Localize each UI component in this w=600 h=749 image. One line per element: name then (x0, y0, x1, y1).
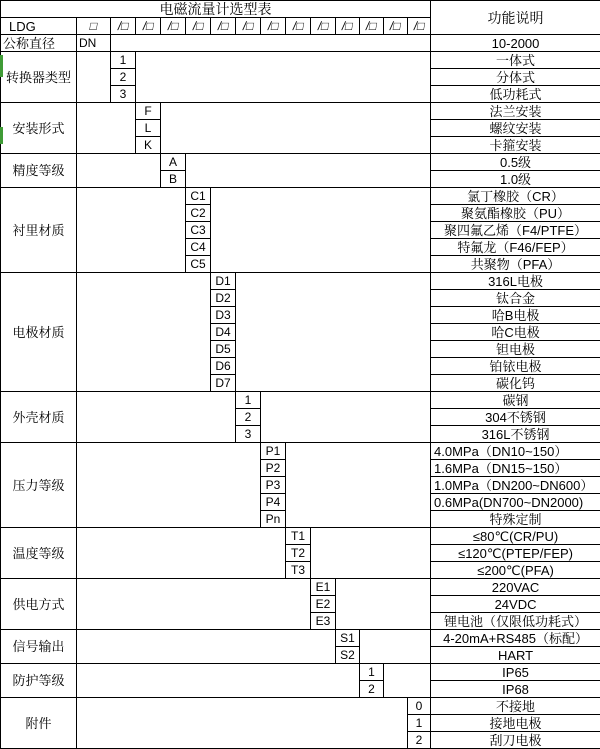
option-desc-cell: 304不锈钢 (431, 409, 600, 426)
group-label: 压力等级 (1, 443, 77, 528)
option-code-cell: 2 (408, 732, 431, 749)
group-label: 温度等级 (1, 528, 77, 579)
option-row (1, 698, 600, 715)
option-row (1, 103, 600, 120)
group-label: 安装形式 (1, 103, 77, 154)
option-desc-cell: 不接地 (431, 698, 600, 715)
model-option-box: /□ (261, 18, 286, 35)
option-desc-cell: 4.0MPa（DN10~150） (431, 443, 600, 460)
group-label: 附件 (1, 698, 77, 749)
option-code-cell: 3 (111, 86, 136, 103)
spacer-cell (77, 103, 136, 154)
model-option-box: /□ (286, 18, 311, 35)
model-option-box: /□ (336, 18, 360, 35)
option-desc-cell: IP68 (431, 681, 600, 698)
group-label: 供电方式 (1, 579, 77, 630)
spacer-cell (77, 392, 236, 443)
group-label: 精度等级 (1, 154, 77, 188)
option-desc-cell: 特殊定制 (431, 511, 600, 528)
option-desc-cell: 4-20mA+RS485（标配） (431, 630, 600, 647)
option-code-cell: P2 (261, 460, 286, 477)
option-code-cell: D7 (211, 375, 236, 392)
scan-artifact (0, 55, 3, 77)
group-label: 电极材质 (1, 273, 77, 392)
spacer-cell (286, 443, 431, 528)
option-row (1, 154, 600, 171)
option-desc-cell: 分体式 (431, 69, 600, 86)
model-option-box: /□ (211, 18, 236, 35)
model-option-box: /□ (408, 18, 431, 35)
option-desc-cell: 聚四氟乙烯（F4/PTFE） (431, 222, 600, 239)
model-option-box: /□ (384, 18, 408, 35)
spacer-cell (360, 630, 431, 664)
option-code-cell: 1 (111, 52, 136, 69)
group-label: 公称直径 (1, 35, 77, 52)
option-code-cell: L (136, 120, 161, 137)
option-desc-cell: 316L电极 (431, 273, 600, 290)
option-code-cell: D5 (211, 341, 236, 358)
model-option-box: /□ (186, 18, 211, 35)
option-code-cell: B (161, 171, 186, 188)
spacer-cell (77, 528, 286, 579)
option-code-cell: 1 (236, 392, 261, 409)
option-desc-cell: 钛合金 (431, 290, 600, 307)
group-label: 衬里材质 (1, 188, 77, 273)
option-code-cell: E1 (311, 579, 336, 596)
option-desc-cell: 10-2000 (431, 35, 600, 52)
model-prefix: LDG (1, 18, 77, 35)
spacer-cell (384, 664, 431, 698)
option-desc-cell: 1.0MPa（DN200~DN600） (431, 477, 600, 494)
spacer-cell (336, 579, 431, 630)
model-option-box: /□ (161, 18, 186, 35)
group-label: 信号输出 (1, 630, 77, 664)
option-code-cell: 2 (236, 409, 261, 426)
option-row (1, 188, 600, 205)
option-desc-cell: 316L不锈钢 (431, 426, 600, 443)
spacer-cell (236, 273, 431, 392)
option-desc-cell: 一体式 (431, 52, 600, 69)
scan-artifact (0, 127, 3, 144)
option-code-cell: D6 (211, 358, 236, 375)
option-desc-cell: 螺纹安装 (431, 120, 600, 137)
table-title: 电磁流量计选型表 (1, 1, 431, 18)
function-column-header: 功能说明 (431, 1, 600, 35)
option-desc-cell: 1.6MPa（DN15~150） (431, 460, 600, 477)
option-desc-cell: 1.0级 (431, 171, 600, 188)
option-code-cell: T1 (286, 528, 311, 545)
option-desc-cell: IP65 (431, 664, 600, 681)
option-code-cell: D1 (211, 273, 236, 290)
option-desc-cell: 接地电极 (431, 715, 600, 732)
header-row (1, 1, 600, 18)
option-code-cell: C3 (186, 222, 211, 239)
option-code-cell: 2 (360, 681, 384, 698)
option-code-cell: 1 (408, 715, 431, 732)
spacer-cell (186, 154, 431, 188)
option-row (1, 630, 600, 647)
spacer-cell (261, 392, 431, 443)
option-desc-cell: 哈B电极 (431, 307, 600, 324)
option-desc-cell: 0.5级 (431, 154, 600, 171)
option-code-cell: 3 (236, 426, 261, 443)
spacer-cell (77, 579, 311, 630)
option-code-cell: C5 (186, 256, 211, 273)
option-row (1, 528, 600, 545)
option-code-cell: T2 (286, 545, 311, 562)
option-desc-cell: HART (431, 647, 600, 664)
spacer-cell (211, 188, 431, 273)
spacer-cell (77, 188, 186, 273)
option-code-cell: S1 (336, 630, 360, 647)
option-code-cell: A (161, 154, 186, 171)
model-option-box: /□ (111, 18, 136, 35)
option-code-cell: S2 (336, 647, 360, 664)
spacer-cell (311, 528, 431, 579)
option-desc-cell: 220VAC (431, 579, 600, 596)
option-code-cell: D2 (211, 290, 236, 307)
model-base-box: □ (77, 18, 111, 35)
option-code-cell: P4 (261, 494, 286, 511)
model-option-box: /□ (136, 18, 161, 35)
option-code-cell: P3 (261, 477, 286, 494)
option-desc-cell: ≤80℃(CR/PU) (431, 528, 600, 545)
option-code-cell: C1 (186, 188, 211, 205)
option-code-cell: C4 (186, 239, 211, 256)
option-code-cell: Pn (261, 511, 286, 528)
option-code-cell: D3 (211, 307, 236, 324)
option-code-cell: P1 (261, 443, 286, 460)
option-desc-cell: 铂铱电极 (431, 358, 600, 375)
spacer-cell (77, 630, 336, 664)
spacer-cell (77, 443, 261, 528)
spacer-cell (77, 698, 408, 749)
option-code-cell: T3 (286, 562, 311, 579)
option-code-cell: E3 (311, 613, 336, 630)
option-desc-cell: 氯丁橡胶（CR） (431, 188, 600, 205)
option-row (1, 52, 600, 69)
option-row (1, 392, 600, 409)
option-desc-cell: 卡箍安装 (431, 137, 600, 154)
option-row (1, 35, 600, 52)
group-label: 转换器类型 (1, 52, 77, 103)
spacer-cell (161, 103, 431, 154)
option-code-cell: 2 (111, 69, 136, 86)
model-option-box: /□ (311, 18, 336, 35)
option-code-cell: 1 (360, 664, 384, 681)
option-desc-cell: 碳化钨 (431, 375, 600, 392)
option-row (1, 579, 600, 596)
option-code-cell: DN (77, 35, 111, 52)
option-desc-cell: ≤120℃(PTEP/FEP) (431, 545, 600, 562)
spacer-cell (77, 664, 360, 698)
option-code-cell: K (136, 137, 161, 154)
option-row (1, 273, 600, 290)
option-code-cell: 0 (408, 698, 431, 715)
option-code-cell: F (136, 103, 161, 120)
model-option-box: /□ (360, 18, 384, 35)
option-desc-cell: 刮刀电极 (431, 732, 600, 749)
option-row (1, 443, 600, 460)
option-desc-cell: 共聚物（PFA） (431, 256, 600, 273)
option-code-cell: C2 (186, 205, 211, 222)
spacer-cell (77, 273, 211, 392)
spacer-cell (111, 35, 431, 52)
option-desc-cell: 聚氨酯橡胶（PU） (431, 205, 600, 222)
option-desc-cell: 钽电极 (431, 341, 600, 358)
spacer-cell (77, 154, 161, 188)
option-code-cell: E2 (311, 596, 336, 613)
option-desc-cell: 哈C电极 (431, 324, 600, 341)
group-label: 外壳材质 (1, 392, 77, 443)
option-desc-cell: 法兰安装 (431, 103, 600, 120)
group-label: 防护等级 (1, 664, 77, 698)
model-option-box: /□ (236, 18, 261, 35)
option-desc-cell: 0.6MPa(DN700~DN2000) (431, 494, 600, 511)
option-code-cell: D4 (211, 324, 236, 341)
spacer-cell (77, 52, 111, 103)
option-desc-cell: 锂电池（仅限低功耗式） (431, 613, 600, 630)
option-desc-cell: ≤200℃(PFA) (431, 562, 600, 579)
option-desc-cell: 特氟龙（F46/FEP） (431, 239, 600, 256)
option-desc-cell: 碳钢 (431, 392, 600, 409)
option-desc-cell: 低功耗式 (431, 86, 600, 103)
spacer-cell (136, 52, 431, 103)
option-row (1, 664, 600, 681)
option-desc-cell: 24VDC (431, 596, 600, 613)
